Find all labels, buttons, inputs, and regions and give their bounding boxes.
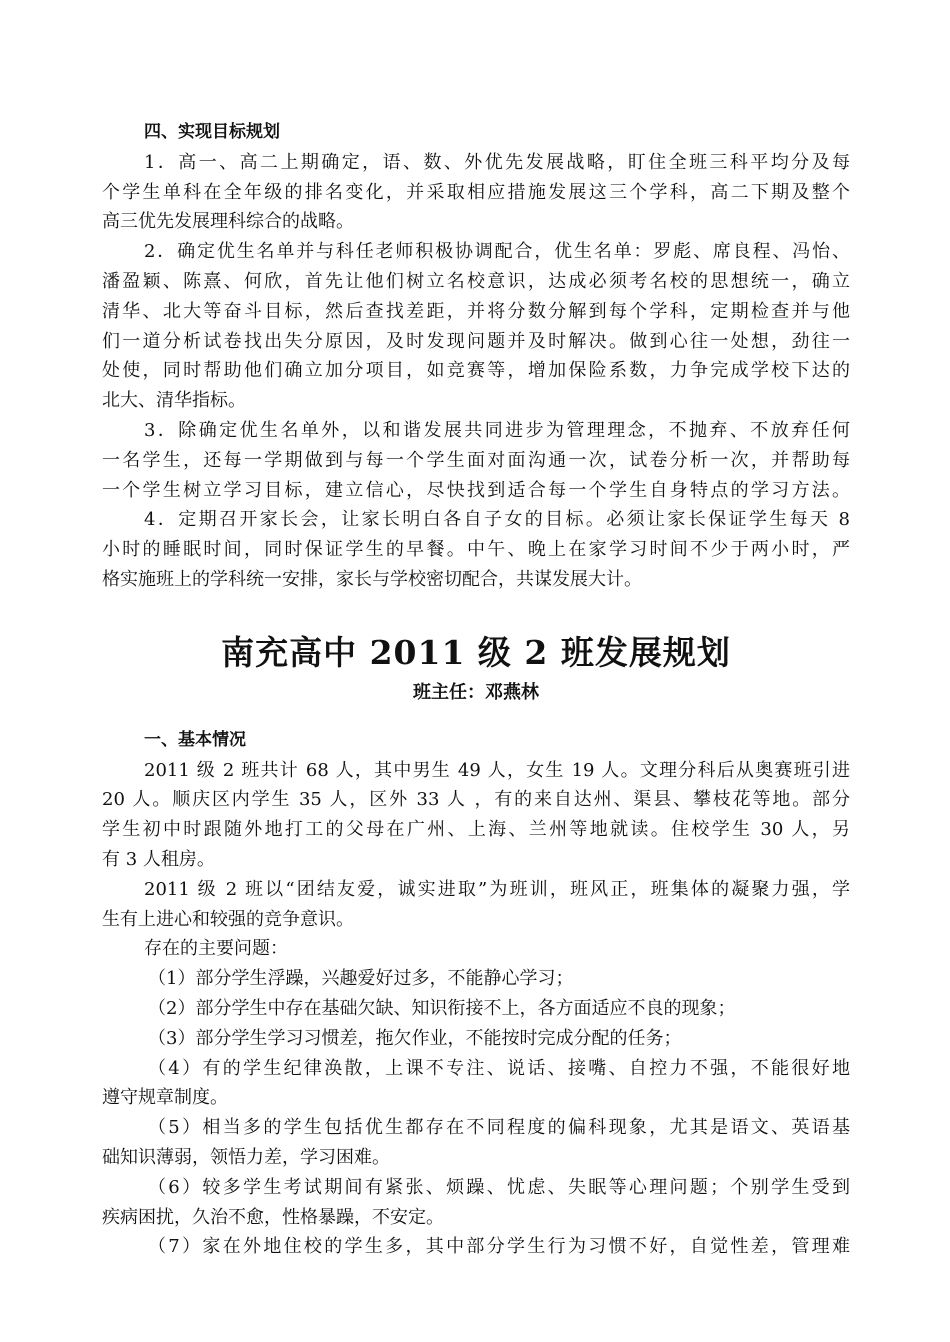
s1-line-3: 学生初中时跟随外地打工的父母在广州、上海、兰州等地就读。住校学生 30 人，另 [102,819,850,841]
s4-line-8: 处使，同时帮助他们确立加分项目，如竞赛等，增加保险系数，力争完成学校下达的 [102,360,850,382]
s1-line-9: （2）部分学生中存在基础欠缺、知识衔接不上，各方面适应不良的现象； [148,997,736,1019]
s1-line-2: 20 人。顺庆区内学生 35 人，区外 33 人 ，有的来自达州、渠县、攀枝花等地。部分 [102,789,850,811]
section-4-heading: 四、实现目标规划 [144,122,280,142]
s4-line-10: 3．除确定优生名单外，以和谐发展共同进步为管理理念，不抛弃、不放弃任何 [144,419,850,441]
document-title: 南充高中 2011 级 2 班发展规划 [221,632,731,672]
s1-line-15: （6）较多学生考试期间有紧张、烦躁、忧虑、失眠等心理问题；个别学生受到 [148,1176,850,1198]
s4-line-7: 们一道分析试卷找出失分原因，及时发现问题并及时解决。做到心往一处想，劲往一 [102,330,850,352]
s4-line-2: 个学生单科在全年级的排名变化，并采取相应措施发展这三个学科，高二下期及整个 [102,181,850,203]
s1-line-13: （5）相当多的学生包括优生都存在不同程度的偏科现象，尤其是语文、英语基 [148,1117,850,1139]
s4-line-15: 格实施班上的学科统一安排，家长与学校密切配合，共谋发展大计。 [102,568,642,590]
s4-line-5: 潘盈颖、陈熹、何欣，首先让他们树立名校意识，达成必须考名校的思想统一，确立 [102,270,850,292]
s1-line-17: （7）家在外地住校的学生多，其中部分学生行为习惯不好，自觉性差，管理难 [148,1236,850,1258]
s1-line-4: 有 3 人租房。 [102,848,215,870]
s1-line-14: 础知识薄弱，领悟力差，学习困难。 [102,1146,390,1168]
s4-line-14: 小时的睡眠时间，同时保证学生的早餐。中午、晚上在家学习时间不少于两小时，严 [102,539,850,561]
s4-line-4: 2．确定优生名单并与科任老师积极协调配合，优生名单：罗彪、席良程、冯怡、 [144,241,850,263]
s4-line-13: 4．定期召开家长会，让家长明白各自子女的目标。必须让家长保证学生每天 8 [144,509,850,531]
document-subtitle: 班主任：邓燕林 [413,681,539,703]
spacer [102,710,850,726]
s4-line-1: 1．高一、高二上期确定，语、数、外优先发展战略，盯住全班三科平均分及每 [144,151,850,173]
s1-line-1: 2011 级 2 班共计 68 人，其中男生 49 人，女生 19 人。文理分科后从奥赛班引进 [144,759,850,781]
s1-line-5: 2011 级 2 班以“团结友爱，诚实进取”为班训，班风正，班集体的凝聚力强，学 [144,878,850,900]
s4-line-3: 高三优先发展理科综合的战略。 [102,211,354,233]
s4-line-9: 北大、清华指标。 [102,390,246,412]
spacer [102,595,850,630]
s4-line-6: 清华、北大等奋斗目标，然后查找差距，并将分数分解到每个学科，定期检查并与他 [102,300,850,322]
section-1-heading: 一、基本情况 [144,729,246,750]
s1-line-8: （1）部分学生浮躁，兴趣爱好过多，不能静心学习； [148,968,574,990]
s1-line-12: 遵守规章制度。 [102,1087,228,1109]
s1-line-16: 疾病困扰，久治不愈，性格暴躁，不安定。 [102,1206,444,1228]
s1-line-10: （3）部分学生学习习惯差，拖欠作业，不能按时完成分配的任务； [148,1027,682,1049]
s1-line-6: 生有上进心和较强的竞争意识。 [102,908,354,930]
s4-line-11: 一名学生，还每一学期做到与每一个学生面对面沟通一次，试卷分析一次，并帮助每 [102,449,850,471]
s4-line-12: 一个学生树立学习目标，建立信心，尽快找到适合每一个学生自身特点的学习方法。 [102,479,850,501]
s1-line-7: 存在的主要问题： [144,938,288,960]
document-page [102,118,850,1262]
s1-line-11: （4）有的学生纪律涣散，上课不专注、说话、接嘴、自控力不强，不能很好地 [148,1057,850,1079]
